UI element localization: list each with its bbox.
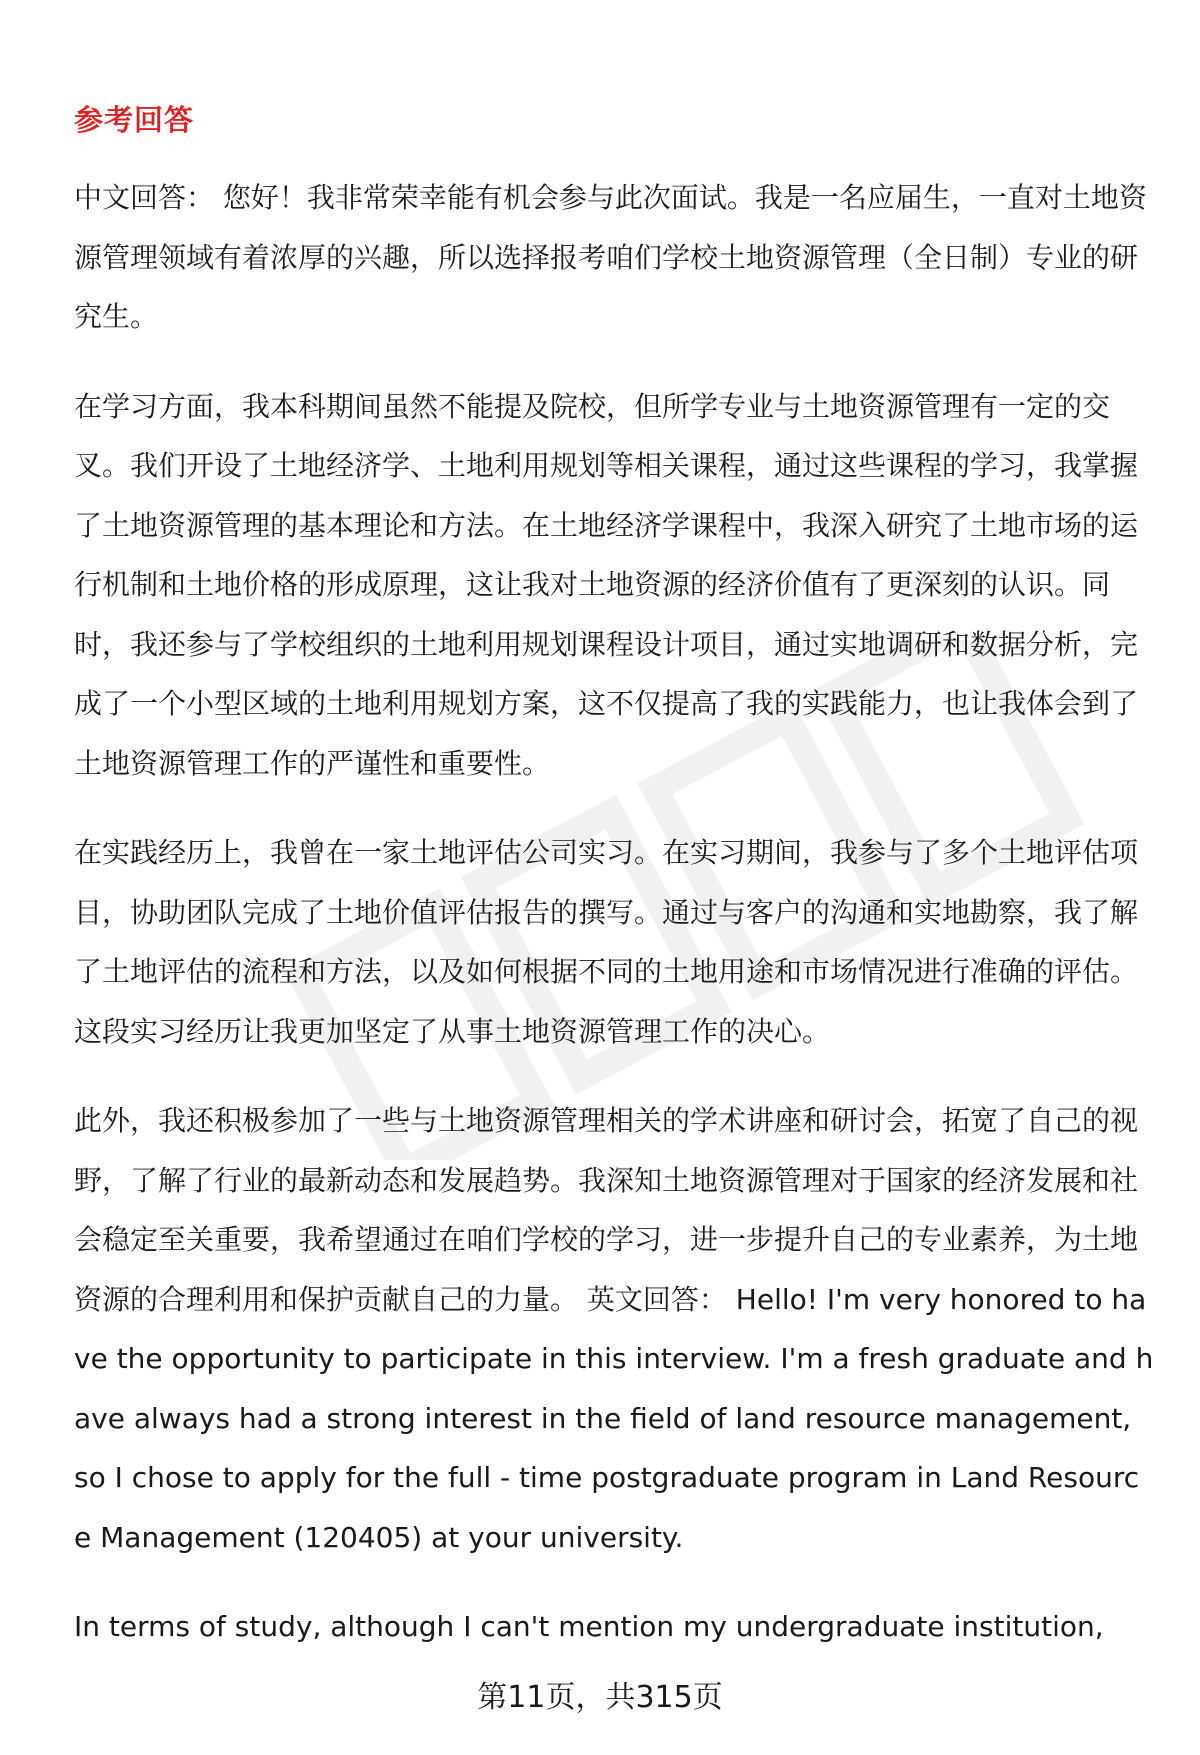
paragraph-chinese-intro: 中文回答： 您好！我非常荣幸能有机会参与此次面试。我是一名应届生，一直对土地资源管理领域有着浓厚的兴趣，所以选择报考咱们学校土地资源管理（全日制）专业的研究生。 (74, 181, 1147, 333)
paragraph-practice: 在实践经历上，我曾在一家土地评估公司实习。在实习期间，我参与了多个土地评估项目，协助团队完成了土地价值评估报告的撰写。通过与客户的沟通和实地勘察，我了解了土地评估的流程和方法，以及如何根据不同的土地用途和市场情况进行准确的评估。这段实习经历让我更加坚定了从事土地资源管理工作的决心。 (74, 836, 1139, 1048)
paragraph-extra-english-intro: 此外，我还积极参加了一些与土地资源管理相关的学术讲座和研讨会，拓宽了自己的视野，了解了行业的最新动态和发展趋势。我深知土地资源管理对于国家的经济发展和社会稳定至关重要，我希望通过在咱们学校的学习，进一步提升自己的专业素养，为土地资源的合理利用和保护贡献自己的力量。 英文回答： Hello! I'm very honored to have the opportunity to participate in this interview. I'm a fresh graduate and have always had a strong interest in the field of land resource management, so I chose to apply for the full - time postgraduate program in Land Resource Management (120405) at your university. (74, 1104, 1154, 1554)
answer-content (74, 168, 1154, 1687)
paragraph-study: 在学习方面，我本科期间虽然不能提及院校，但所学专业与土地资源管理有一定的交叉。我们开设了土地经济学、土地利用规划等相关课程，通过这些课程的学习，我掌握了土地资源管理的基本理论和方法。在土地经济学课程中，我深入研究了土地市场的运行机制和土地价格的形成原理，这让我对土地资源的经济价值有了更深刻的认识。同时，我还参与了学校组织的土地利用规划课程设计项目，通过实地调研和数据分析，完成了一个小型区域的土地利用规划方案，这不仅提高了我的实践能力，也让我体会到了土地资源管理工作的严谨性和重要性。 (74, 389, 1139, 780)
section-heading: 参考回答 (74, 103, 195, 137)
paragraph-english-study: In terms of study, although I can't mention my undergraduate institution, (74, 1610, 1104, 1643)
page-number: 第11页，共315页 (477, 1680, 723, 1715)
